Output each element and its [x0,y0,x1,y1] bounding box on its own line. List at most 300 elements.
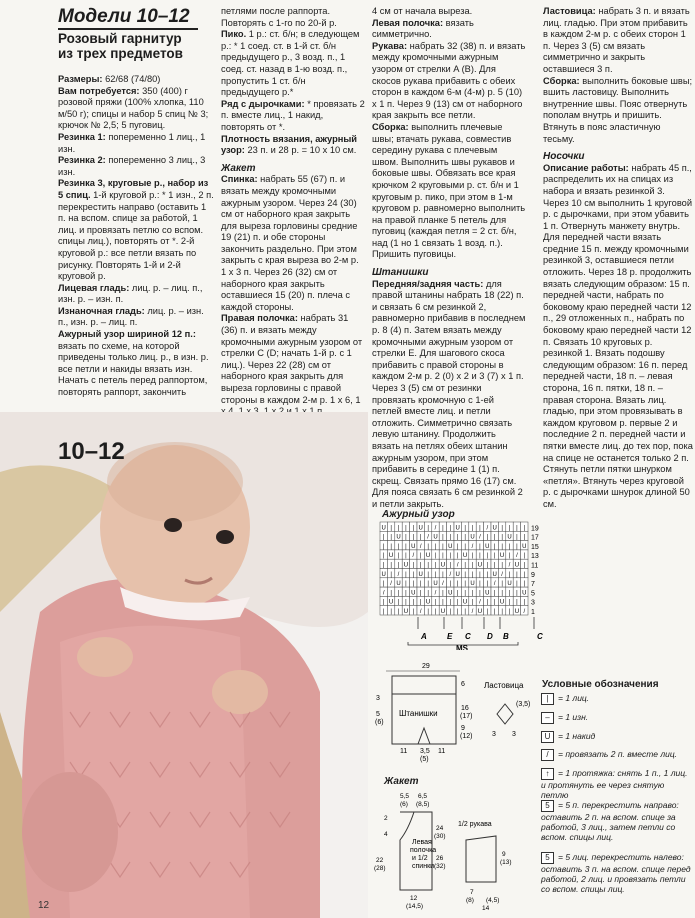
chart-symbol: / [390,581,392,588]
chart-symbol: / [419,609,422,615]
rib1-paragraph [58,132,216,155]
legend-item [541,800,691,842]
column-4 [543,6,693,511]
chart-symbol: / [434,590,437,597]
chart-symbol: | [508,525,511,532]
chart-symbol: | [390,609,392,615]
chart-symbol: / [442,581,444,588]
chart-symbol: U [492,525,497,532]
chart-symbol: | [479,590,481,597]
chart-symbol: | [442,590,444,597]
chart-symbol: / [486,525,489,532]
chart-symbol: | [523,599,526,606]
left-front-label: Левая полочка: [372,17,444,28]
chart-symbol: U [440,609,446,615]
chart-symbol: | [501,562,503,569]
chart-symbol: | [419,534,422,541]
chart-symbol: | [412,609,415,615]
chart-symbol: | [486,534,489,541]
chart-symbol: / [493,581,496,588]
sleeves-paragraph [372,41,526,122]
chart-symbol: | [479,543,481,550]
chart-symbol: | [471,571,474,578]
chart-symbol: | [405,543,407,550]
chart-symbol: | [405,553,407,560]
chart-symbol: | [479,571,481,578]
chart-symbol: | [412,571,415,578]
jacket-inner-2: полочка [410,847,437,854]
chart-symbol: U [381,571,386,578]
jacket-inner-4: спинки [412,863,435,870]
rib2-text: попеременно 3 лиц., 3 изн. [58,155,206,177]
chart-symbol: U [499,553,505,560]
lace-chart [378,520,546,650]
chart-symbol: / [508,562,511,569]
chart-symbol: | [434,562,437,569]
pants-schematic-title: Штанишки [399,709,438,718]
chart-symbol: | [456,534,459,541]
dim-11b: 11 [438,748,446,755]
chart-symbol: | [516,590,518,597]
dim-5b: 5 [376,711,380,718]
chart-row-number: 13 [531,553,539,561]
legend-item [541,768,691,800]
rib3-paragraph [58,178,216,282]
right-front-cont: 4 см от начала выреза. [372,6,473,16]
model-title: Модели 10–12 [58,6,190,27]
chart-symbol: | [412,599,415,606]
jacket-dim-12: 12 [410,895,418,902]
chart-repeat-label: MS [456,644,468,650]
chart-symbol: | [405,599,407,606]
chart-symbol: / [412,553,415,560]
legend-text: = 5 лиц. перекрестить налево: оставить 3 п. на вспом. спице перед работой, 2 лиц. и провязать петли со вспом. спицы лиц. [541,852,691,894]
chart-symbol: | [501,534,503,541]
jacket-dim-26: 26 [436,855,444,862]
chart-symbol: U [411,543,416,550]
chart-symbol: | [501,581,503,588]
chart-symbol: U [425,599,431,606]
chart-symbol: | [486,599,489,606]
lace-cont: петлями после раппорта. Повторять с 1-го по 20-й р. [221,6,337,28]
legend-item [541,731,691,743]
lace-chart-title: Ажурный узор [382,509,455,520]
chart-symbol: | [479,553,481,560]
chart-symbol: | [456,543,459,550]
chart-symbol: | [390,590,392,597]
jacket-dim-28: (28) [374,865,386,872]
jacket-dim-14-5: (14,5) [406,903,423,910]
chart-symbol: | [382,599,385,606]
chart-symbol: U [514,609,520,615]
chart-symbol: | [419,553,422,560]
baby-illustration [0,412,368,918]
chart-symbol: | [501,609,503,615]
jacket-dim-6-5: 6,5 [418,793,428,800]
jacket-dim-2: 2 [384,815,388,822]
chart-symbol: | [464,581,466,588]
dim-16: 16 [461,705,469,712]
eyelet-text: * провязать 2 п. вместе лиц., 1 накид, повторять от *. [221,98,365,132]
jacket-dim-22: 22 [376,857,384,864]
chart-symbol: | [449,599,452,606]
chart-symbol: | [449,525,452,532]
chart-symbol: | [412,534,415,541]
chart-symbol: | [456,581,459,588]
stockinette-text: лиц. р. – лиц. п., изн. р. – изн. п. [58,282,203,305]
chart-symbol: | [405,581,407,588]
chart-symbol: | [442,571,444,578]
chart-symbol: | [405,590,407,597]
pants-assembly-text: выполнить боковые швы; вшить ластовицу. Выполнить внутренние швы. Пояс отвернуть пополам внутрь и пришить. Втянуть в пояс эластичную тесьму. [543,75,693,144]
chart-symbol: | [471,525,474,532]
chart-symbol: | [508,609,511,615]
right-front-label: Правая полочка: [221,313,298,324]
chart-symbol: | [516,534,518,541]
legend-item [541,749,691,761]
reverse-stockinette-text: лиц. р. – изн. п., изн. р. – лиц. п. [58,305,204,328]
chart-symbol: | [397,562,400,569]
dim-6b: (6) [375,719,384,726]
pants-paragraph [372,279,526,511]
chart-row-number: 19 [531,525,539,533]
gauge-text: 23 п. и 28 р. = 10 х 10 см. [244,145,357,156]
chart-symbol: / [427,534,429,541]
rib2-paragraph [58,155,216,178]
chart-symbol: | [508,571,511,578]
need-label: Вам потребуется: [58,85,140,96]
chart-symbol: U [455,571,460,578]
chart-row-number: 15 [531,543,539,551]
gusset-dim-3: 3 [492,731,496,738]
dim-5: (5) [420,756,429,763]
dim-3-5: 3,5 [420,748,430,755]
gusset-dim-3b: 3 [512,731,516,738]
sleeve-schematic-title: 1/2 рукава [458,821,492,828]
chart-symbol: | [523,553,526,560]
chart-symbol: | [493,543,496,550]
dim-12: (12) [460,733,473,740]
reverse-stockinette-label: Изнаночная гладь: [58,305,145,316]
chart-symbol: U [448,543,453,550]
chart-symbol: U [485,590,490,597]
right-front-text: набрать 31 (36) п. и вязать между кромочными ажурным узором от стрелки C (D; начать 1-й р. с 1 лиц.). Через 22 (28) см от наборного края закрыть для выреза горловины с правой стороны в каждом 2-м р. 1 х 6, 1 [221,313,363,405]
rib1-text: попеременно 1 лиц., 1 изн. [58,131,206,154]
lace-label: Ажурный узор шириной 12 п.: [58,329,196,340]
chart-symbol: | [508,553,511,560]
chart-symbol: | [456,553,459,560]
chart-symbol: U [396,534,401,541]
chart-symbol: | [516,571,518,578]
need-text: 350 (400) г розовой пряжи (100% хлопка, 110 м/50 г); спицы и набор 5 спиц № 3; крючок № 2,5; 5 пуговиц. [58,85,209,131]
chart-symbol: | [486,553,489,560]
picot-paragraph [221,29,366,99]
legend-symbol: 5 [541,852,554,864]
chart-symbol: | [479,581,481,588]
chart-symbol: | [382,609,385,615]
back-text: набрать 55 (67) п. и вязать между кромочными ажурным узором. Через 24 (30) см от наборного края закрыть для выреза горловины средние 19 (21) п. и обе стороны закончить раздельно. При этом закрыть с края выреза во 2-м р. 1 х 3 п. Через 26 (32) см от наборного края закрыть оставшиеся 15 (20) п. плеча с каждой стороны. [221,174,359,312]
back-paragraph [221,174,366,313]
picot-text: 1 р.: ст. б/н; в следующем р.: * 1 соед. ст. в 1-й ст. б/н предыдущего р., 3 возд. п., 1 соед. ст. назад в 1-ю возд. п., пропустить 1 ст. б/н предыдущего р.* [221,29,360,98]
chart-symbol: | [449,609,452,615]
chart-symbol: | [486,562,489,569]
chart-symbol: | [390,534,392,541]
chart-symbol: U [388,599,394,606]
assembly-label: Сборка: [372,121,409,132]
chart-symbol: | [434,543,437,550]
gusset-paragraph [543,6,693,76]
chart-symbol: | [501,590,503,597]
chart-symbol: U [396,581,401,588]
gauge-label: Плотность вязания, ажурный узор: [221,133,358,156]
rib1-label: Резинка 1: [58,131,106,142]
assembly-text: выполнить плечевые швы; втачать рукава, совместив середину рукава с плечевым швом. Выполнить швы рукавов и боковые швы. Обвязать все края крючком 2 круговыми р. ст. б/н и 1 круговым р. пико, при этом в 1-м круговом р. равномерно выполнить на правой планке 5 петель для пуговиц (каждая петля = 2 ст. б/н, над (1 но 1 связать 1 возд. п.). Пришить пуговицы. [372,121,526,260]
dim-29: 29 [422,663,430,670]
chart-symbol: | [508,543,511,550]
pants-assembly-paragraph [543,76,693,146]
page-number: 12 [38,900,50,911]
column-2 [221,6,366,441]
sizes-text: 62/68 (74/80) [102,74,161,84]
socks-label: Описание работы: [543,162,629,173]
chart-symbol: | [493,609,496,615]
chart-symbol: U [507,581,512,588]
chart-symbol: | [427,525,429,532]
chart-symbol: / [456,562,459,569]
chart-symbol: | [382,553,385,560]
chart-symbol: U [522,543,527,550]
chart-symbol: | [493,534,496,541]
chart-symbol: / [471,543,474,550]
sleeves-label: Рукава: [372,40,408,51]
chart-symbol: | [427,571,429,578]
chart-symbol: U [462,599,468,606]
chart-symbol: | [501,543,503,550]
chart-symbol: U [411,590,416,597]
chart-row-number: 5 [531,590,535,598]
chart-symbol: / [434,525,437,532]
chart-symbol: | [508,590,511,597]
chart-symbol: | [405,571,407,578]
sizes-paragraph [58,74,216,86]
chart-symbol: | [434,609,437,615]
sleeve-dim-7: 7 [470,889,474,896]
lace-text: вязать по схеме, на которой приведены только лиц. р., в изн. р. все петли и накиды вязать изн. Начать с петель перед раппортом, повторять раппорт, закончить [58,340,209,398]
chart-symbol: | [449,581,452,588]
chart-symbol: U [455,525,460,532]
jacket-dim-24: 24 [436,825,444,832]
chart-symbol: | [382,543,385,550]
back-label: Спинка: [221,174,258,185]
chart-symbol: / [419,543,422,550]
lace-paragraph [58,329,216,399]
chart-symbol: U [425,553,431,560]
jacket-schematic [372,790,537,914]
legend-text: = 1 лиц. [558,693,590,703]
chart-symbol: | [516,581,518,588]
chart-symbol: U [403,609,409,615]
chart-row-number: 11 [531,562,539,570]
stockinette-paragraph [58,283,216,306]
chart-symbol: | [397,609,400,615]
chart-symbol: | [390,571,392,578]
baby-photo [0,412,368,918]
chart-symbol: | [427,581,429,588]
chart-symbol: | [442,553,444,560]
legend-text: = 1 изн. [558,712,589,722]
chart-symbol: | [397,553,400,560]
chart-arrow-label: B [503,632,509,641]
chart-symbol: U [514,562,520,569]
chart-symbol: | [434,553,437,560]
chart-arrow-label: C [465,632,471,641]
gusset-schematic-title: Ластовица [484,681,524,690]
chart-symbol: | [397,599,400,606]
chart-symbol: | [523,534,526,541]
chart-symbol: | [464,534,466,541]
chart-symbol: | [479,525,481,532]
legend-symbol: 5 [541,800,554,812]
dim-3: 3 [376,695,380,702]
chart-symbol: | [397,543,400,550]
chart-symbol: U [418,525,423,532]
chart-symbol: U [492,571,497,578]
chart-symbol: | [486,609,489,615]
column-1 [58,74,216,399]
jacket-heading: Жакет [221,162,256,174]
pants-label: Передняя/задняя часть: [372,278,484,289]
chart-row-number: 9 [531,571,535,579]
chart-symbol: U [477,562,483,569]
subtitle-line-1: Розовый гарнитур [58,31,182,46]
column-3 [372,6,526,511]
dim-17: (17) [460,713,473,720]
socks-heading: Носочки [543,151,585,163]
chart-symbol: | [471,562,474,569]
pants-text: для правой штанины набрать 18 (22) п. и связать 6 см резинкой 2, равномерно прибавив в последнем р. 8 (4) п. Затем вязать между кромочными ажурным узором от стрелки E. Для шагового скоса прибавить с правой стороны в каждом 2-м р. 2 (0) х 2 и 3 (7) х 1 п. Через 3 (5) см от резинки провязать кромочную с 1-ей петлей вместе лиц. и петли отложить. Симметрично связать левую штанину. Продолжить вязать на петлях обеих штанин ажурным узором, при этом прибавить в середине 1 (1) п. скрещ. Связать прямо 16 (17) см. Для пояса связать 6 см резинкой 2 и петли закрыть. [372,278,526,509]
chart-symbol: | [464,525,466,532]
chart-symbol: | [516,599,518,606]
sleeve-dim-9: 9 [502,851,506,858]
chart-symbol: | [486,581,489,588]
jacket-dim-8-5: (8,5) [416,801,430,808]
photo-model-number: 10–12 [58,438,125,465]
rib3-text: 1-й круговой р.: * 1 изн., 2 п. перекрестить направо (оставить 1 п. на вспом. спице за работой, 1 лиц. и провязать петлю со вспом. спицы лиц.), повторять от *. 2-й круговой р.: все петли вязать по рисунку. Повторять 1-й и 2-й круговой р. [58,189,214,282]
eyelet-label: Ряд с дырочками: [221,98,305,109]
chart-symbol: | [405,534,407,541]
gusset-label: Ластовица: [543,6,596,16]
chart-row-number: 1 [531,609,535,616]
chart-symbol: | [397,590,400,597]
chart-symbol: U [388,553,394,560]
chart-symbol: | [493,553,496,560]
chart-arrow-label: A [421,632,427,641]
pants-assembly-label: Сборка: [543,75,580,86]
chart-symbol: | [493,562,496,569]
chart-row-number: 3 [531,599,535,607]
dim-11: 11 [400,748,408,755]
jacket-schematic-title: Жакет [384,776,419,787]
sleeve-dim-4-5: (4,5) [486,897,500,904]
chart-row-number: 7 [531,581,535,589]
chart-symbol: | [412,581,415,588]
chart-symbol: U [448,590,453,597]
chart-symbol: | [382,562,385,569]
chart-symbol: | [523,525,526,532]
chart-symbol: | [390,543,392,550]
legend-text: = провязать 2 п. вместе лиц. [558,749,678,759]
chart-symbol: | [434,571,437,578]
chart-symbol: | [427,543,429,550]
legend-text: = 1 протяжка: снять 1 п., 1 лиц. и протянуть ее через снятую петлю [541,768,688,800]
chart-symbol: U [470,581,475,588]
jacket-dim-6: (6) [400,801,408,808]
chart-symbol: | [456,599,459,606]
chart-arrow-label: E [447,632,453,641]
chart-symbol: | [464,543,466,550]
chart-symbol: U [440,562,446,569]
gauge-paragraph [221,134,366,157]
assembly-paragraph [372,122,526,261]
chart-symbol: | [516,543,518,550]
legend-symbol: / [541,749,554,761]
chart-symbol: | [523,562,526,569]
chart-symbol: / [516,553,518,560]
chart-symbol: | [419,581,422,588]
chart-symbol: | [464,609,466,615]
gusset-dim-3-5: (3,5) [516,701,531,708]
socks-paragraph [543,163,693,511]
chart-symbol: / [397,571,400,578]
chart-symbol: | [427,609,429,615]
sleeve-dim-8: (8) [466,897,474,904]
stockinette-label: Лицевая гладь: [58,282,130,293]
chart-symbol: | [493,590,496,597]
chart-symbol: | [449,553,452,560]
chart-symbol: | [456,590,459,597]
chart-symbol: | [390,525,392,532]
chart-symbol: | [434,599,437,606]
jacket-dim-5-5: 5,5 [400,793,410,800]
chart-symbol: / [479,534,481,541]
eyelet-paragraph [221,99,366,134]
chart-symbol: | [412,525,415,532]
chart-symbol: / [382,590,385,597]
chart-symbol: | [442,525,444,532]
chart-symbol: | [442,543,444,550]
rib2-label: Резинка 2: [58,155,106,166]
chart-symbol: U [477,609,483,615]
legend-symbol: ↑ [541,768,554,780]
jacket-dim-32: (32) [434,863,446,870]
legend-symbol: – [541,712,554,724]
dim-9: 9 [461,725,465,732]
legend-item [541,693,691,705]
chart-symbol: U [507,534,512,541]
sleeve-dim-13: (13) [500,859,512,866]
jacket-inner-1: Левая [412,839,432,846]
chart-row-number: 17 [531,534,539,542]
chart-symbol: / [501,571,503,578]
picot-label: Пико. [221,29,247,40]
chart-symbol: | [471,590,474,597]
chart-symbol: | [493,599,496,606]
chart-symbol: | [427,590,429,597]
reverse-stockinette-paragraph [58,306,216,329]
chart-symbol: | [486,571,489,578]
legend-item [541,852,691,894]
jacket-dim-4: 4 [384,831,388,838]
